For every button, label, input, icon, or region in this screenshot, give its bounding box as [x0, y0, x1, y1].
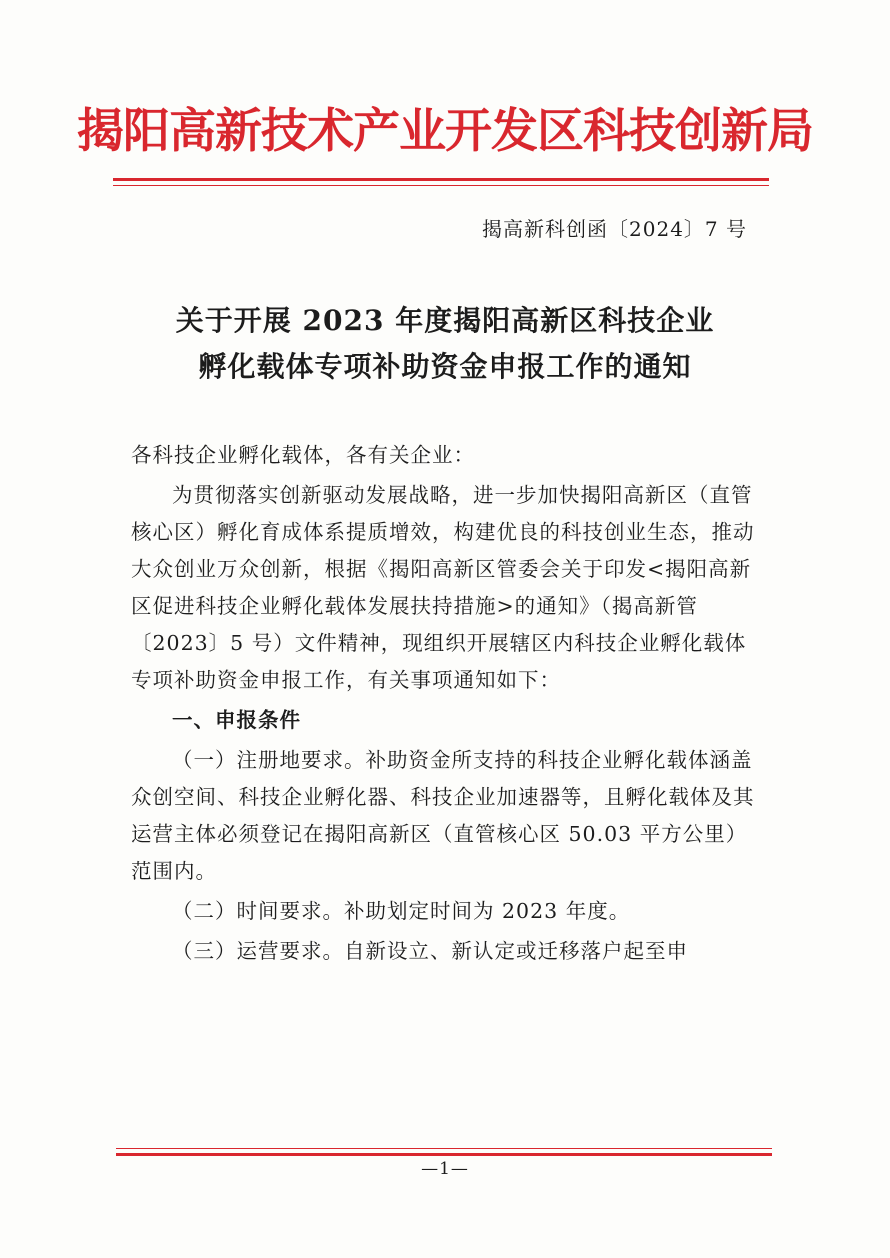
document-number: 揭高新科创函〔2024〕7 号 — [482, 217, 747, 241]
document-body — [131, 437, 755, 973]
header-rule-thick — [113, 178, 769, 181]
requirement-item-2: （二）时间要求。补助划定时间为 2023 年度。 — [172, 899, 631, 923]
footer-rule-thin — [116, 1148, 772, 1149]
section-heading: 一、申报条件 — [172, 708, 301, 732]
requirement-item-1: （一）注册地要求。补助资金所支持的科技企业孵化载体涵盖众创空间、科技企业孵化器、科技企业加速器等，且孵化载体及其运营主体必须登记在揭阳高新区（直管核心区 50.03 平方公里）范围内。 — [131, 748, 755, 883]
document-title — [0, 298, 890, 390]
header-rule-thin — [113, 185, 769, 186]
requirement-item-3: （三）运营要求。自新设立、新认定或迁移落户起至申 — [172, 939, 688, 963]
document-title-line-2: 孵化载体专项补助资金申报工作的通知 — [198, 350, 692, 383]
salutation: 各科技企业孵化载体，各有关企业： — [131, 443, 475, 467]
issuing-authority-header: 揭阳高新技术产业开发区科技创新局 — [77, 104, 813, 159]
document-title-line-1: 关于开展 2023 年度揭阳高新区科技企业 — [175, 304, 715, 337]
page-number: —1— — [421, 1159, 469, 1179]
intro-paragraph: 为贯彻落实创新驱动发展战略，进一步加快揭阳高新区（直管核心区）孵化育成体系提质增效，构建优良的科技创业生态，推动大众创业万众创新，根据《揭阳高新区管委会关于印发<揭阳高新区促进科技企业孵化载体发展扶持措施>的通知》（揭高新管〔2023〕5 号）文件精神，现组织开展辖区内科技企业孵化载体专项补助资金申报工作，有关事项通知如下： — [131, 483, 755, 692]
footer-rule-thick — [116, 1153, 772, 1156]
